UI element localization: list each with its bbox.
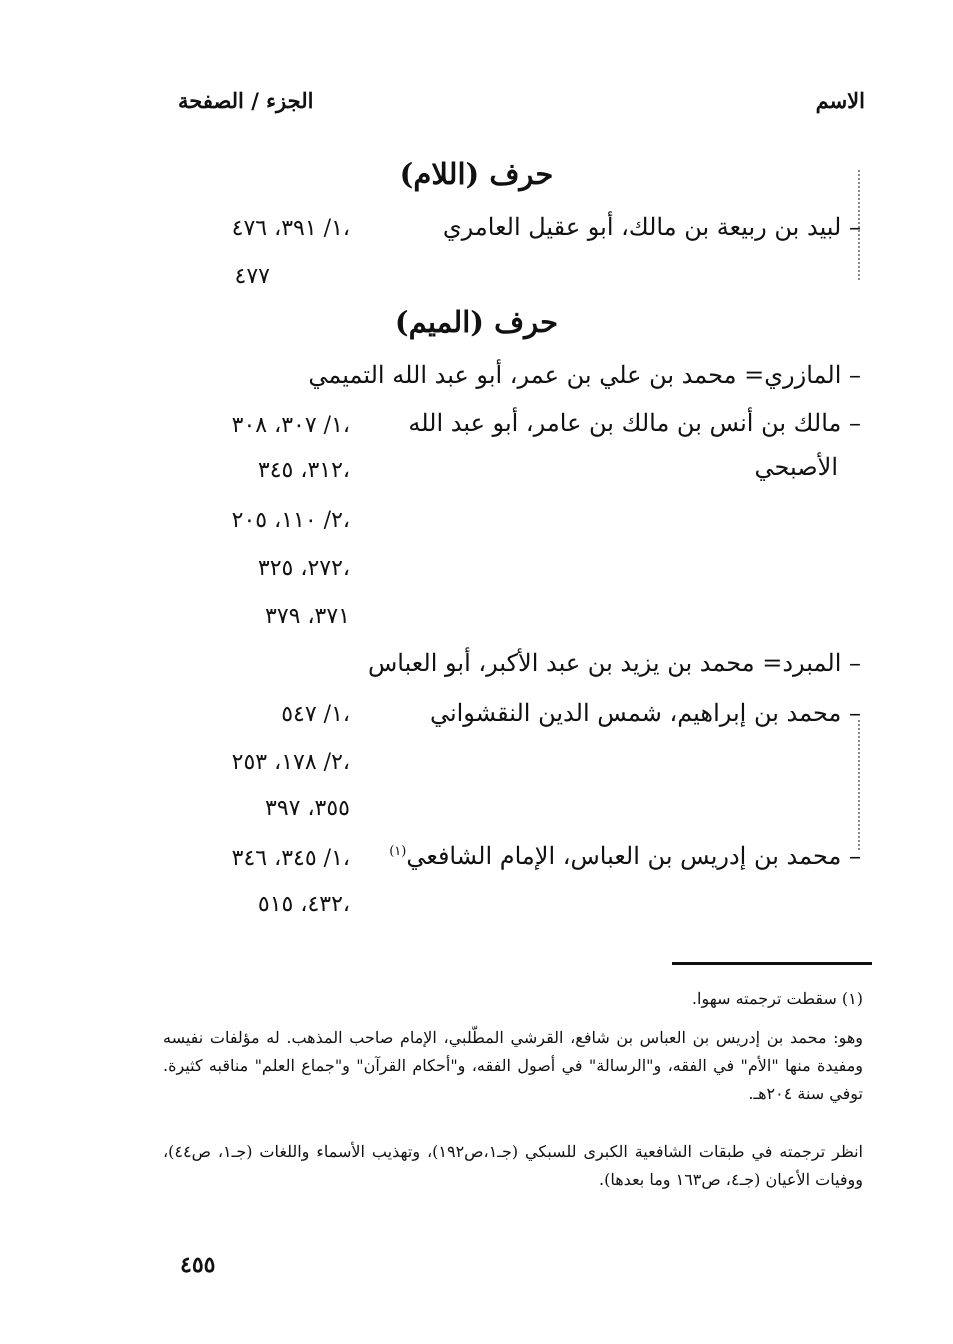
section-title-lam: حرف (اللام)	[399, 157, 554, 191]
footnote-line: (١) سقطت ترجمته سهوا.	[691, 989, 863, 1008]
entry-refs: ٣٧١، ٣٧٩	[265, 604, 350, 629]
entry-name: – لبيد بن ربيعة بن مالك، أبو عقيل العامري	[442, 213, 861, 241]
entry-refs: ٢/ ١١٠، ٢٠٥،	[231, 508, 350, 533]
entry-refs: ٤٣٢، ٥١٥،	[257, 892, 350, 917]
entry-refs: ١/ ٣٠٧، ٣٠٨،	[231, 413, 350, 438]
footnote-paragraph: انظر ترجمته في طبقات الشافعية الكبرى للسبكي (جـ١،ص١٩٢)، وتهذيب الأسماء واللغات (جـ١، ص٤٤)، ووفيات الأعيان (جـ٤، ص١٦٣ وما بعدها).	[163, 1142, 863, 1189]
entry-name-continuation: الأصبحي	[754, 453, 838, 481]
footnote-paragraph: وهو: محمد بن إدريس بن العباس بن شافع، القرشي المطّلبي، الإمام صاحب المذهب. له مؤلفات نفيسه ومفيدة منها "الأم" في الفقه، و"الرسالة" في أصول الفقه، و"أحكام القرآن" و"جماع العلم" مناقبه كثيرة. توفي سنة ٢٠٤هـ.	[163, 1028, 863, 1103]
page-number: ٤٥٥	[180, 1252, 216, 1278]
footnote-marker: (١)	[389, 844, 407, 859]
entry-name: – المازري= محمد بن علي بن عمر، أبو عبد الله التميمي	[308, 361, 861, 389]
entry-refs: ٢/ ١٧٨، ٢٥٣،	[231, 750, 350, 775]
entry-refs: ٢٧٢، ٣٢٥،	[257, 556, 350, 581]
entry-refs: ٣٥٥، ٣٩٧	[265, 796, 350, 821]
entry-refs: ١/ ٣٩١، ٤٧٦،	[231, 216, 350, 241]
margin-dotted-line	[858, 720, 860, 850]
section-title-mim: حرف (الميم)	[394, 305, 559, 339]
entry-name: – محمد بن إبراهيم، شمس الدين النقشواني	[429, 699, 861, 727]
entry-name: – مالك بن أنس بن مالك بن عامر، أبو عبد الله	[408, 409, 861, 437]
entry-refs: ١/ ٣٤٥، ٣٤٦،	[231, 846, 350, 871]
header-volume-page-column: الجزء / الصفحة	[178, 88, 314, 113]
entry-name: – المبرد= محمد بن يزيد بن عبد الأكبر، أبو العباس	[367, 649, 861, 677]
footnote-separator	[672, 962, 872, 965]
entry-refs: ٣١٢، ٣٤٥،	[257, 458, 350, 483]
entry-name-text: – محمد بن إدريس بن العباس، الإمام الشافعي	[406, 842, 861, 870]
entry-refs: ١/ ٥٤٧،	[281, 702, 350, 727]
entry-name	[389, 843, 861, 871]
header-name-column: الاسم	[815, 88, 865, 113]
entry-refs: ٤٧٧	[234, 264, 270, 289]
